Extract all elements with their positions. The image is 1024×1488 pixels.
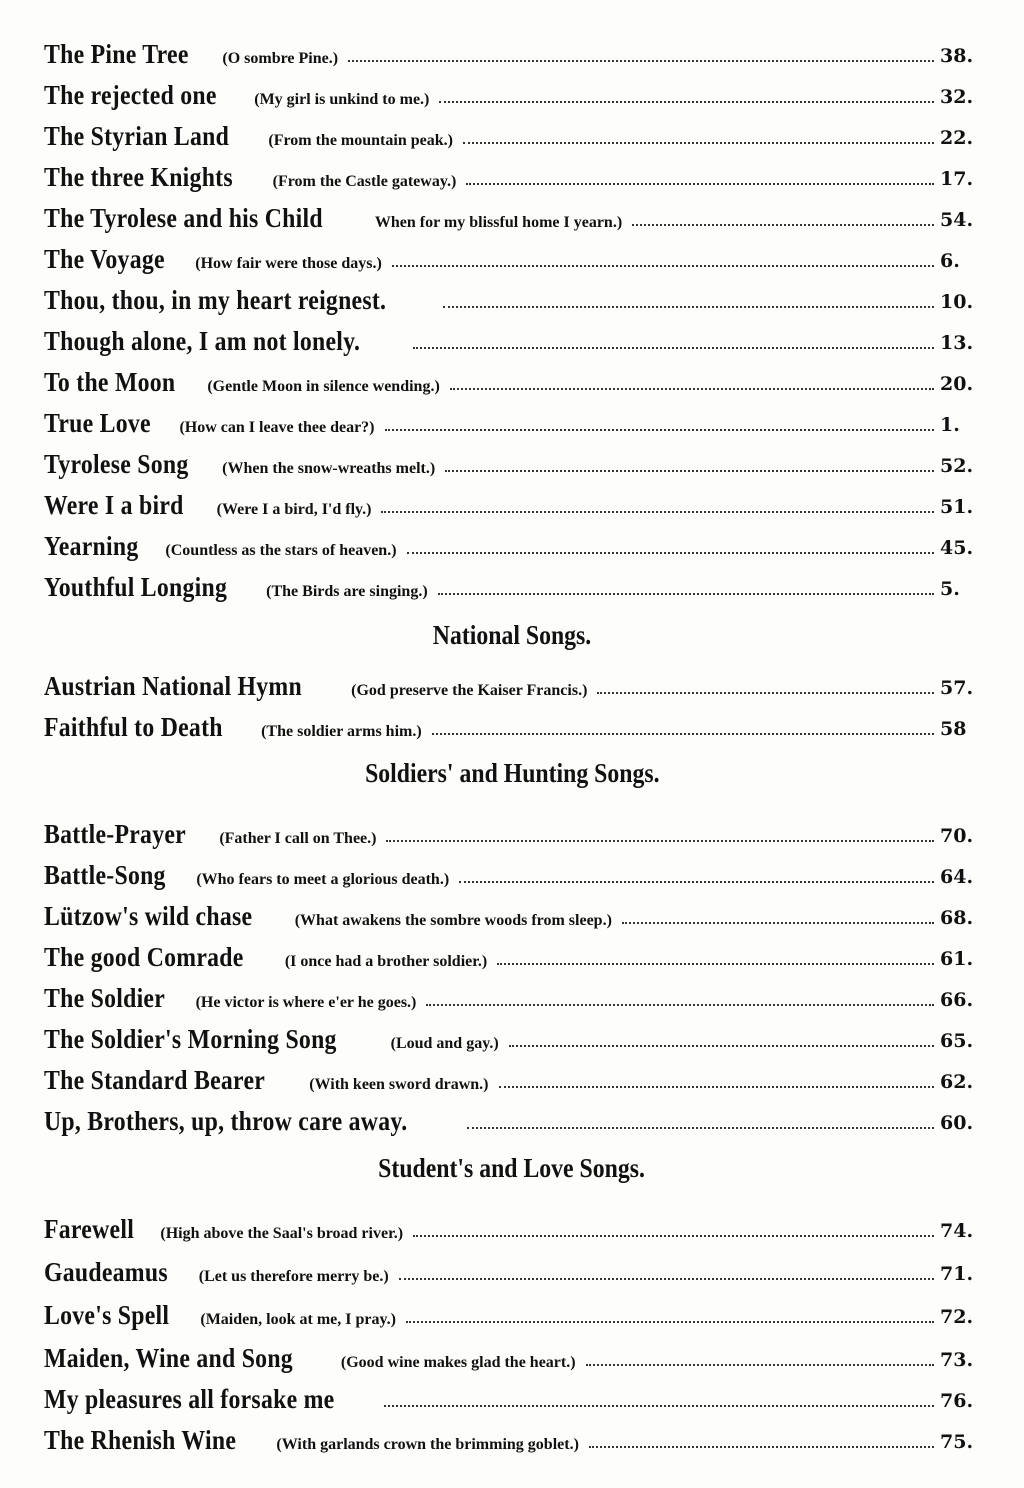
toc-entry[interactable]	[44, 196, 974, 232]
song-title: The Voyage	[44, 244, 165, 274]
toc-entry[interactable]	[44, 935, 974, 971]
song-title: The good Comrade	[44, 942, 244, 972]
song-title: Yearning	[44, 531, 139, 561]
dot-leader	[432, 733, 934, 735]
page-number: 73.	[940, 1349, 974, 1371]
song-title: Faithful to Death	[44, 712, 223, 742]
page-number: 32.	[940, 86, 974, 108]
toc-entry[interactable]	[44, 1099, 974, 1135]
page-number: 60.	[940, 1112, 974, 1134]
toc-entry[interactable]	[44, 1017, 974, 1053]
song-title: The Soldier's Morning Song	[44, 1024, 337, 1054]
toc-entry[interactable]	[44, 483, 974, 519]
song-first-line: (From the mountain peak.)	[268, 132, 453, 149]
song-first-line: (I once had a brother soldier.)	[284, 953, 488, 970]
toc-entry[interactable]	[44, 360, 974, 396]
toc-entry[interactable]	[44, 319, 974, 355]
page-number: 13.	[940, 332, 974, 354]
dot-leader	[381, 511, 934, 513]
page-number: 5.	[940, 578, 960, 600]
song-first-line: (When the snow-wreaths melt.)	[222, 460, 436, 477]
dot-leader	[439, 101, 934, 103]
page-number: 54.	[940, 209, 974, 231]
song-first-line: (Loud and gay.)	[390, 1035, 499, 1052]
toc-entry[interactable]	[44, 812, 974, 848]
song-first-line: (The soldier arms him.)	[261, 723, 422, 740]
toc-entry[interactable]	[44, 1377, 974, 1413]
dot-leader	[445, 470, 934, 472]
page-number: 72.	[940, 1306, 974, 1328]
song-title: The Rhenish Wine	[44, 1425, 237, 1455]
dot-leader	[499, 1086, 935, 1088]
song-title: Maiden, Wine and Song	[44, 1343, 293, 1373]
song-title: My pleasures all forsake me	[44, 1384, 335, 1414]
song-first-line: (Let us therefore merry be.)	[198, 1268, 389, 1285]
song-first-line: (High above the Saal's broad river.)	[160, 1225, 404, 1242]
dot-leader	[466, 183, 934, 185]
dot-leader	[413, 347, 934, 349]
page-number: 74.	[940, 1220, 974, 1242]
song-first-line: (Who fears to meet a glorious death.)	[196, 871, 450, 888]
toc-entry[interactable]	[44, 1250, 974, 1286]
dot-leader	[622, 922, 934, 924]
song-title: The Standard Bearer	[44, 1065, 266, 1095]
dot-leader	[443, 306, 934, 308]
toc-entry[interactable]	[44, 442, 974, 478]
page-number: 62.	[940, 1071, 974, 1093]
song-first-line: (Were I a bird, I'd fly.)	[216, 501, 372, 518]
song-title: Though alone, I am not lonely.	[44, 326, 361, 356]
song-title: Up, Brothers, up, throw care away.	[44, 1106, 408, 1136]
page-number: 6.	[940, 250, 960, 272]
dot-leader	[632, 224, 934, 226]
page-number: 57.	[940, 677, 974, 699]
section-heading: Soldiers' and Hunting Songs.	[364, 758, 660, 788]
toc-entry[interactable]	[44, 565, 974, 601]
toc-entry[interactable]	[44, 278, 974, 314]
dot-leader	[406, 1321, 934, 1323]
song-title: The Pine Tree	[44, 39, 189, 69]
page-number: 76.	[940, 1390, 974, 1412]
page-number: 70.	[940, 825, 974, 847]
song-first-line: (Gentle Moon in silence wending.)	[207, 378, 440, 395]
toc-entry[interactable]	[44, 1058, 974, 1094]
toc-entry[interactable]	[44, 1293, 974, 1329]
song-first-line: (O sombre Pine.)	[222, 50, 339, 67]
song-title: Love's Spell	[44, 1300, 170, 1330]
toc-entry[interactable]	[44, 155, 974, 191]
song-title: Thou, thou, in my heart reignest.	[44, 285, 387, 315]
toc-entry[interactable]	[44, 1207, 974, 1243]
page-number: 61.	[940, 948, 974, 970]
page-number: 66.	[940, 989, 974, 1011]
dot-leader	[463, 142, 934, 144]
toc-entry[interactable]	[44, 524, 974, 560]
toc-entry[interactable]	[44, 32, 974, 68]
toc-entry[interactable]	[44, 664, 974, 700]
dot-leader	[459, 881, 934, 883]
dot-leader	[426, 1004, 934, 1006]
dot-leader	[586, 1364, 934, 1366]
toc-entry[interactable]	[44, 237, 974, 273]
song-title: Battle-Prayer	[44, 819, 186, 849]
song-title: The three Knights	[44, 162, 233, 192]
song-title: Farewell	[44, 1214, 135, 1244]
dot-leader	[399, 1278, 934, 1280]
toc-entry[interactable]	[44, 853, 974, 889]
song-first-line: (With garlands crown the brimming goblet.)	[276, 1436, 579, 1453]
toc-entry[interactable]	[44, 976, 974, 1012]
song-first-line: (God preserve the Kaiser Francis.)	[351, 682, 588, 699]
song-title: Austrian National Hymn	[44, 671, 302, 701]
song-title: Tyrolese Song	[44, 449, 189, 479]
page-number: 65.	[940, 1030, 974, 1052]
song-first-line: (The Birds are singing.)	[266, 583, 428, 600]
song-title: The Soldier	[44, 983, 166, 1013]
song-first-line: (He victor is where e'er he goes.)	[195, 994, 417, 1011]
dot-leader	[384, 1405, 934, 1407]
song-first-line: (Maiden, look at me, I pray.)	[200, 1311, 396, 1328]
song-first-line: (Good wine makes glad the heart.)	[340, 1354, 576, 1371]
page-number: 17.	[940, 168, 974, 190]
page-number: 38.	[940, 45, 974, 67]
page-number: 1.	[940, 414, 960, 436]
song-title: The Styrian Land	[44, 121, 230, 151]
song-title: True Love	[44, 408, 151, 438]
dot-leader	[407, 552, 934, 554]
toc-entry[interactable]	[44, 705, 974, 741]
song-title: The Tyrolese and his Child	[44, 203, 323, 233]
toc-entry[interactable]	[44, 1418, 974, 1454]
toc-entry[interactable]	[44, 73, 974, 109]
song-title: Gaudeamus	[44, 1257, 168, 1287]
page-number: 68.	[940, 907, 974, 929]
song-first-line: (With keen sword drawn.)	[309, 1076, 489, 1093]
page-number: 52.	[940, 455, 974, 477]
toc-entry[interactable]	[44, 894, 974, 930]
dot-leader	[348, 60, 934, 62]
dot-leader	[438, 593, 934, 595]
song-first-line: When for my blissful home I yearn.)	[374, 214, 623, 231]
section-heading: National Songs.	[432, 620, 592, 650]
dot-leader	[450, 388, 934, 390]
song-first-line: (How fair were those days.)	[195, 255, 382, 272]
dot-leader	[597, 692, 934, 694]
dot-leader	[497, 963, 934, 965]
song-first-line: (Father I call on Thee.)	[219, 830, 377, 847]
toc-entry[interactable]	[44, 401, 974, 437]
page-number: 20.	[940, 373, 974, 395]
page-number: 22.	[940, 127, 974, 149]
page-number: 75.	[940, 1431, 974, 1453]
dot-leader	[509, 1045, 934, 1047]
dot-leader	[385, 429, 935, 431]
dot-leader	[392, 265, 934, 267]
song-title: Youthful Longing	[44, 572, 228, 602]
page-number: 71.	[940, 1263, 974, 1285]
song-first-line: (My girl is unkind to me.)	[254, 91, 430, 108]
page-number: 45.	[940, 537, 974, 559]
dot-leader	[467, 1127, 934, 1129]
song-title: Lützow's wild chase	[44, 901, 253, 931]
song-first-line: (Countless as the stars of heaven.)	[165, 542, 397, 559]
dot-leader	[413, 1235, 934, 1237]
song-title: Battle-Song	[44, 860, 166, 890]
page-number: 51.	[940, 496, 974, 518]
song-first-line: (What awakens the sombre woods from sleep.)	[294, 912, 612, 929]
song-title: Were I a bird	[44, 490, 184, 520]
song-title: The rejected one	[44, 80, 217, 110]
dot-leader	[589, 1446, 934, 1448]
section-heading: Student's and Love Songs.	[378, 1153, 646, 1183]
page-number: 58	[940, 718, 967, 740]
dot-leader	[386, 840, 934, 842]
song-first-line: (From the Castle gateway.)	[272, 173, 457, 190]
page-number: 64.	[940, 866, 974, 888]
song-first-line: (How can I leave thee dear?)	[179, 419, 375, 436]
song-title: To the Moon	[44, 367, 176, 397]
page-number: 10.	[940, 291, 974, 313]
toc-entry[interactable]	[44, 1336, 974, 1372]
toc-entry[interactable]	[44, 114, 974, 150]
